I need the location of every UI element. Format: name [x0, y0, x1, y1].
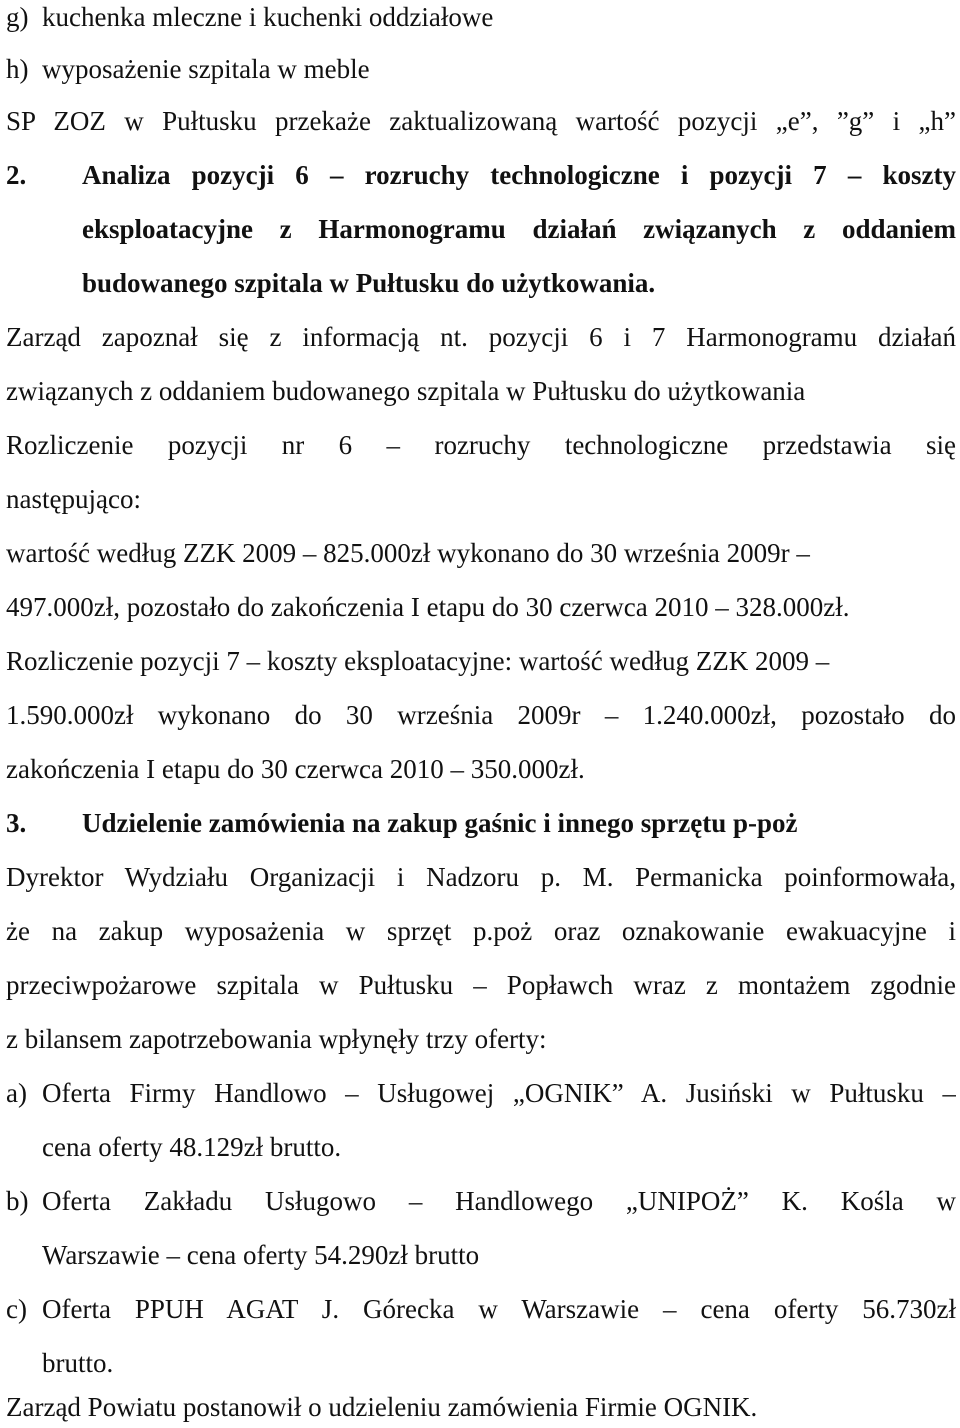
- offer-b-line-1: Oferta Zakładu Usługowo – Handlowego „UNIPOŻ” K. Kośla w: [42, 1186, 956, 1216]
- item-3-line-4: z bilansem zapotrzebowania wpłynęły trzy oferty:: [6, 1024, 547, 1054]
- item-2-title-line-2: eksploatacyjne z Harmonogramu działań związanych z oddaniem: [82, 214, 956, 244]
- body-line-3: Rozliczenie pozycji nr 6 – rozruchy technologiczne przedstawia się: [6, 430, 956, 460]
- body-line-5: wartość według ZZK 2009 – 825.000zł wykonano do 30 września 2009r –: [6, 538, 810, 568]
- spzoz-paragraph: SP ZOZ w Pułtusku przekaże zaktualizowaną wartość pozycji „e”, ”g” i „h”: [6, 106, 956, 136]
- item-3-line-1: Dyrektor Wydziału Organizacji i Nadzoru p. M. Permanicka poinformowała,: [6, 862, 956, 892]
- offer-c-line-1: Oferta PPUH AGAT J. Górecka w Warszawie – cena oferty 56.730zł: [42, 1294, 956, 1324]
- item-3-line-3: przeciwpożarowe szpitala w Pułtusku – Popławch wraz z montażem zgodnie: [6, 970, 956, 1000]
- list-label-h: h): [6, 54, 29, 84]
- body-line-8: 1.590.000zł wykonano do 30 września 2009r – 1.240.000zł, pozostało do: [6, 700, 956, 730]
- offer-b-label: b): [6, 1186, 29, 1216]
- offer-a-line-2: cena oferty 48.129zł brutto.: [42, 1132, 342, 1162]
- item-3-title: Udzielenie zamówienia na zakup gaśnic i innego sprzętu p-poż: [82, 808, 798, 838]
- list-item-g: kuchenka mleczne i kuchenki oddziałowe: [42, 2, 494, 32]
- body-line-2: związanych z oddaniem budowanego szpitala w Pułtusku do użytkowania: [6, 376, 806, 406]
- decision-line: Zarząd Powiatu postanowił o udzieleniu zamówienia Firmie OGNIK.: [6, 1392, 758, 1422]
- offer-a-label: a): [6, 1078, 27, 1108]
- offer-c-label: c): [6, 1294, 27, 1324]
- item-2-title-line-1: Analiza pozycji 6 – rozruchy technologiczne i pozycji 7 – koszty: [82, 160, 956, 190]
- list-item-h: wyposażenie szpitala w meble: [42, 54, 370, 84]
- item-2-title-line-3: budowanego szpitala w Pułtusku do użytkowania.: [82, 268, 656, 298]
- body-line-4: następująco:: [6, 484, 141, 514]
- body-line-9: zakończenia I etapu do 30 czerwca 2010 – 350.000zł.: [6, 754, 585, 784]
- body-line-6: 497.000zł, pozostało do zakończenia I etapu do 30 czerwca 2010 – 328.000zł.: [6, 592, 850, 622]
- offer-c-line-2: brutto.: [42, 1348, 114, 1378]
- offer-b-line-2: Warszawie – cena oferty 54.290zł brutto: [42, 1240, 480, 1270]
- item-2-number: 2.: [6, 160, 27, 190]
- body-line-1: Zarząd zapoznał się z informacją nt. pozycji 6 i 7 Harmonogramu działań: [6, 322, 956, 352]
- item-3-number: 3.: [6, 808, 27, 838]
- offer-a-line-1: Oferta Firmy Handlowo – Usługowej „OGNIK” A. Jusiński w Pułtusku –: [42, 1078, 956, 1108]
- item-3-line-2: że na zakup wyposażenia w sprzęt p.poż oraz oznakowanie ewakuacyjne i: [6, 916, 956, 946]
- list-label-g: g): [6, 2, 29, 32]
- body-line-7: Rozliczenie pozycji 7 – koszty eksploatacyjne: wartość według ZZK 2009 –: [6, 646, 830, 676]
